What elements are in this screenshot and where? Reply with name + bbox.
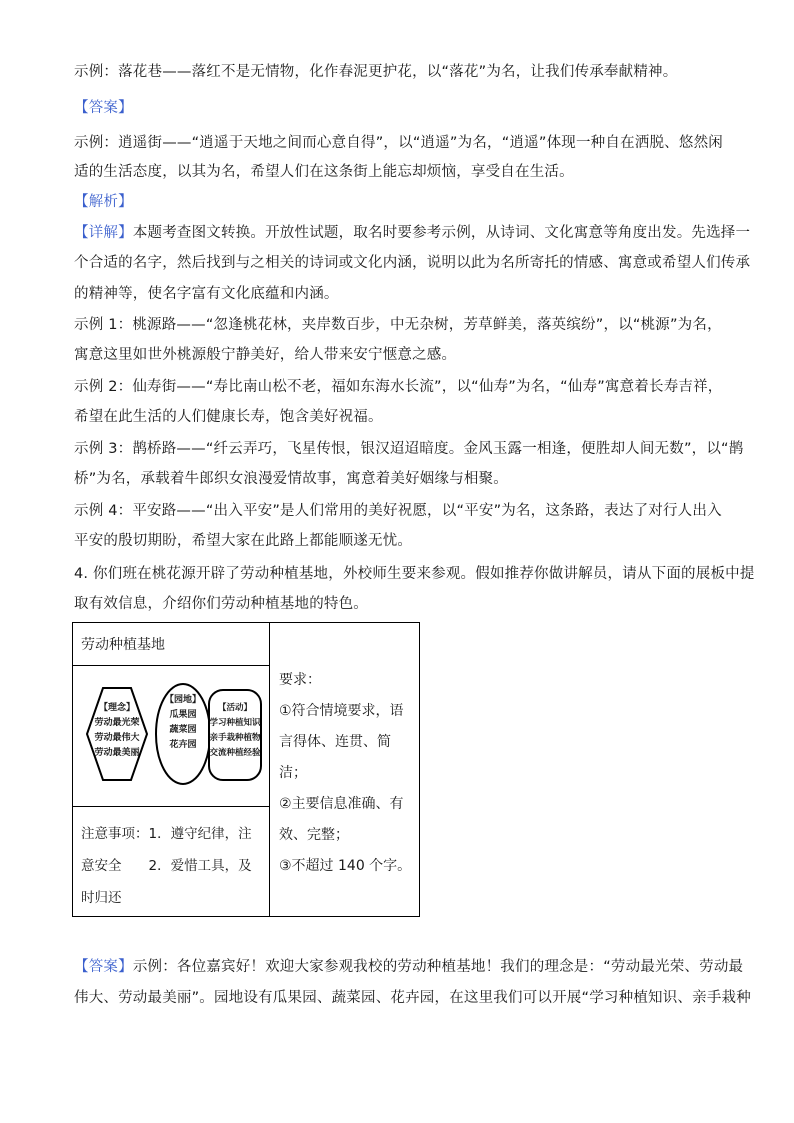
exhibition-board-table — [72, 622, 420, 917]
answer-line-1: 【答案】示例：各位嘉宾好！欢迎大家参观我校的劳动种植基地！我们的理念是：“劳动最光荣、劳动最 — [74, 959, 744, 975]
text-line-7: 个合适的名字，然后找到与之相关的诗词或文化内涵，说明以此为名所寄托的情感、寓意或希望人们传承 — [74, 255, 751, 271]
answer-tag-2: 【答案】 — [74, 959, 133, 975]
question-4-line-2: 取有效信息，介绍你们劳动种植基地的特色。 — [74, 596, 368, 612]
text-line-12: 希望在此生活的人们健康长寿，饱含美好祝福。 — [74, 409, 383, 425]
text-line-10: 寓意这里如世外桃源般宁静美好，给人带来安宁惬意之感。 — [74, 347, 457, 363]
analysis-tag: 【解析】 — [74, 194, 133, 210]
text-line-14: 桥”为名，承载着牛郎织女浪漫爱情故事，寓意着美好姻缘与相聚。 — [74, 471, 509, 487]
text-line-3: 示例：逍遥街——“逍遥于天地之间而心意自得”，以“逍遥”为名，“逍遥”体现一种自在洒脱、悠然闲 — [74, 135, 723, 151]
answer-line-2: 伟大、劳动最美丽”。园地设有瓜果园、蔬菜园、花卉园，在这里我们可以开展“学习种植知识、亲手栽种 — [74, 990, 751, 1006]
requirements-cell: 要求： ①符合情境要求，语 言得体、连贯、简 洁； ②主要信息准确、有 效、完整； ③不超过 140 个字。 — [279, 672, 412, 874]
table-divider-vertical — [269, 623, 270, 916]
text-line-9: 示例 1：桃源路——“忽逢桃花林，夹岸数百步，中无杂树，芳草鲜美，落英缤纷”，以“桃源”为名， — [74, 317, 722, 333]
detail-tag: 【详解】 — [74, 225, 133, 241]
text-line-11: 示例 2：仙寿街——“寿比南山松不老，福如东海水长流”，以“仙寿”为名，“仙寿”寓意着长寿吉祥， — [74, 379, 723, 395]
table-divider-2 — [73, 806, 269, 807]
text-line-16: 平安的殷切期盼，希望大家在此路上都能顺遂无忧。 — [74, 533, 413, 549]
question-4-line-1: 4. 你们班在桃花源开辟了劳动种植基地，外校师生要来参观。假如推荐你做讲解员，请从下面的展板中提 — [74, 566, 755, 582]
concept-text: 【理念】 劳动最光荣 劳动最伟大 劳动最美丽 — [94, 703, 140, 758]
text-line-4: 适的生活态度，以其为名，希望人们在这条街上能忘却烦恼，享受自在生活。 — [74, 164, 574, 180]
text-line-13: 示例 3：鹊桥路——“纤云弄巧，飞星传恨，银汉迢迢暗度。金风玉露一相逢，便胜却人间无数”，以“鹊 — [74, 441, 744, 457]
table-title: 劳动种植基地 — [81, 637, 165, 653]
text-line-8: 的精神等，使名字富有文化底蕴和内涵。 — [74, 286, 339, 302]
text-line-6 — [74, 223, 750, 243]
text-line-1: 示例：落花巷——落红不是无情物，化作春泥更护花，以“落花”为名，让我们传承奉献精神。 — [74, 64, 678, 80]
notes-cell: 注意事项：1．遵守纪律，注 意安全 2．爱惜工具，及 时归还 — [81, 826, 252, 906]
activity-text: 【活动】 学习种植知识 亲手栽种植物 交流种植经验 — [209, 703, 261, 758]
detail-text: 本题考查图文转换。开放性试题，取名时要参考示例，从诗词、文化寓意等角度出发。先选择一 — [132, 225, 751, 241]
text-line-15: 示例 4：平安路——“出入平安”是人们常用的美好祝愿，以“平安”为名，这条路，表达了对行人出入 — [74, 503, 722, 519]
answer-tag-1: 【答案】 — [74, 100, 133, 116]
garden-text: 【园地】 瓜果园 蔬菜园 花卉园 — [164, 695, 201, 750]
